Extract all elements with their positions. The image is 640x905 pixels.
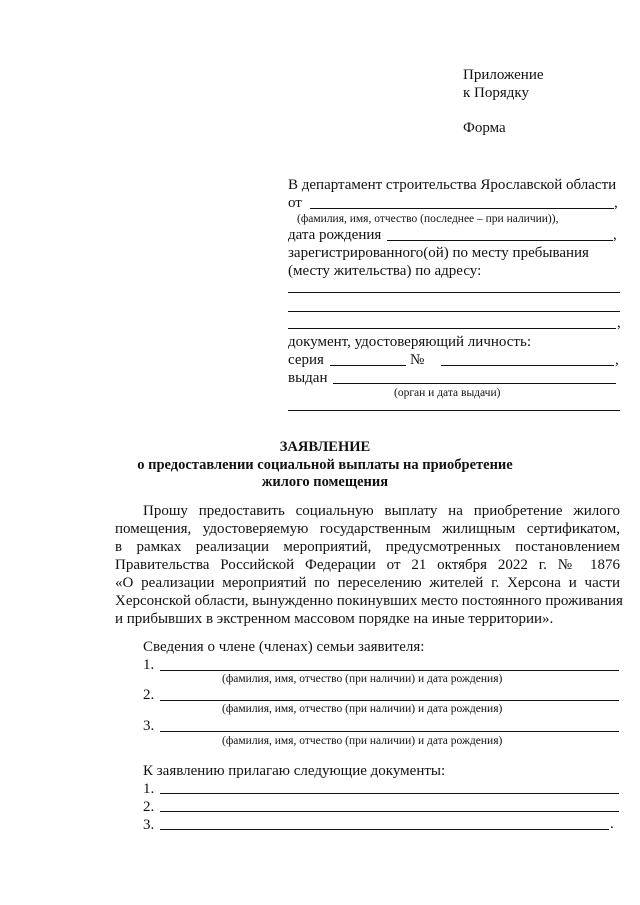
family-item-number: 3. [143, 718, 155, 734]
from-label: от [288, 195, 302, 211]
attachments-heading: К заявлению прилагаю следующие документы: [143, 763, 446, 779]
family-item-hint: (фамилия, имя, отчество (при наличии) и дата рождения) [222, 703, 503, 715]
appendix-line-1: Приложение [463, 67, 544, 83]
family-member-field-1[interactable] [160, 670, 619, 671]
issued-field-2[interactable] [288, 410, 620, 411]
body-line-2: помещения, удостоверяемую государственным жилищным сертификатом, [115, 521, 620, 537]
birth-label: дата рождения [288, 227, 382, 243]
issued-label: выдан [288, 370, 328, 386]
department-line: В департамент строительства Ярославской области [288, 177, 617, 193]
family-heading: Сведения о члене (членах) семьи заявителя: [143, 639, 425, 655]
from-field[interactable] [310, 208, 614, 209]
document-subtitle-2: жилого помещения [261, 474, 389, 490]
attachment-item-number: 1. [143, 781, 155, 797]
attachment-end-mark: . [610, 816, 614, 832]
series-label: серия [288, 352, 324, 368]
family-item-hint: (фамилия, имя, отчество (при наличии) и дата рождения) [222, 735, 503, 747]
family-item-hint: (фамилия, имя, отчество (при наличии) и дата рождения) [222, 673, 503, 685]
body-line-5: «О реализации мероприятий по переселению жителей г. Херсона и части [115, 575, 620, 591]
registered-line-2: (месту жительства) по адресу: [288, 263, 482, 279]
document-title: ЗАЯВЛЕНИЕ [279, 439, 371, 455]
birth-comma: , [613, 227, 617, 243]
appendix-line-2: к Порядку [463, 85, 529, 101]
birth-date-field[interactable] [387, 240, 613, 241]
attachment-item-number: 2. [143, 799, 155, 815]
family-item-number: 2. [143, 687, 155, 703]
attachment-item-number: 3. [143, 817, 155, 833]
family-member-field-3[interactable] [160, 731, 619, 732]
attachment-field-1[interactable] [160, 793, 619, 794]
family-member-field-2[interactable] [160, 700, 619, 701]
address-field-1[interactable] [288, 292, 620, 293]
document-subtitle-1: о предоставлении социальной выплаты на приобретение [137, 457, 513, 473]
body-line-4: Правительства Российской Федерации от 21 октября 2022 г. № 1876 [115, 557, 620, 573]
registered-line-1: зарегистрированного(ой) по месту пребывания [288, 245, 589, 261]
issued-field[interactable] [333, 383, 616, 384]
from-comma: , [614, 195, 618, 211]
body-line-3: в рамках реализации мероприятий, предусмотренных постановлением [115, 539, 620, 555]
attachment-field-3[interactable] [160, 829, 609, 830]
number-label: № [410, 352, 425, 368]
attachment-field-2[interactable] [160, 811, 619, 812]
body-line-7: и прибывших в экстренном массовом порядке на иные территории». [115, 611, 554, 627]
issued-hint: (орган и дата выдачи) [394, 387, 501, 399]
address-field-2[interactable] [288, 311, 620, 312]
series-field[interactable] [330, 365, 406, 366]
number-comma: , [615, 352, 619, 368]
body-line-6: Херсонской области, вынужденно покинувших место постоянного проживания [115, 593, 623, 609]
from-hint: (фамилия, имя, отчество (последнее – при наличии)), [297, 213, 559, 225]
family-item-number: 1. [143, 657, 155, 673]
number-field[interactable] [441, 365, 614, 366]
body-line-1: Прошу предоставить социальную выплату на приобретение жилого [143, 503, 620, 519]
address-field-3[interactable] [288, 328, 616, 329]
form-label: Форма [463, 120, 506, 136]
address-comma: , [617, 315, 621, 331]
id-document-label: документ, удостоверяющий личность: [288, 334, 531, 350]
